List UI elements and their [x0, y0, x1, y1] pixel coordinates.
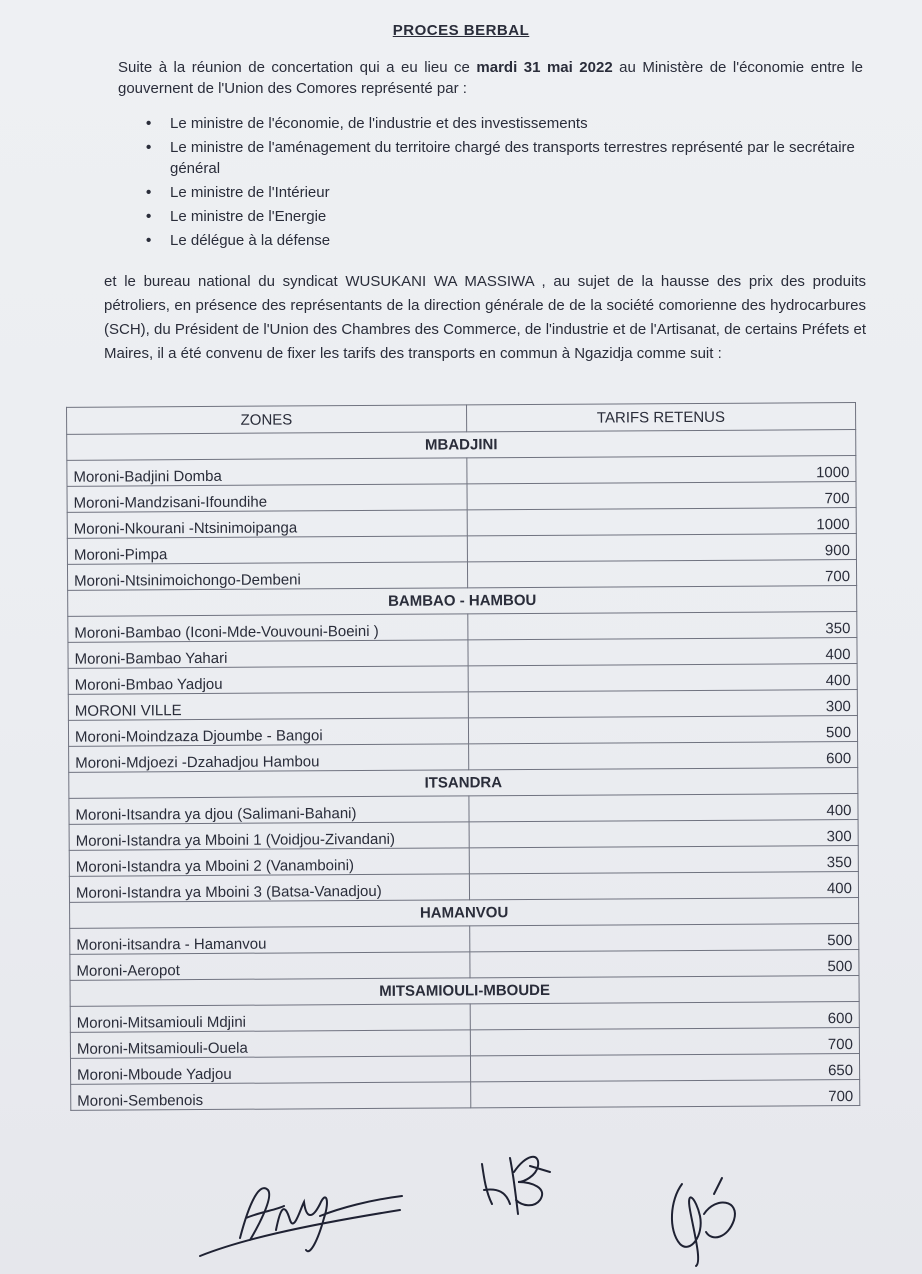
tarif-cell: 400 [468, 663, 857, 691]
intro-text-2: au Ministère de l'économie entre le gouvernent de l'Union des Comores représenté par : [118, 59, 863, 97]
tarif-cell: 500 [469, 923, 858, 951]
zone-cell: Moroni-Istandra ya Mboini 2 (Vanamboini) [69, 848, 469, 876]
table-row [71, 1079, 860, 1110]
signature-1 [180, 1160, 420, 1260]
zone-cell: Moroni-Istandra ya Mboini 3 (Batsa-Vanadjou) [69, 874, 469, 902]
intro-text-1: Suite à la réunion de concertation qui a eu lieu ce [118, 59, 477, 76]
tarif-cell: 300 [468, 689, 857, 717]
tarif-cell: 350 [467, 611, 856, 639]
zone-cell: Moroni-Mandzisani-Ifoundihe [67, 484, 467, 512]
tarif-cell: 700 [467, 560, 856, 588]
tarif-cell: 650 [470, 1053, 859, 1081]
representatives-list [146, 113, 866, 254]
tarif-cell: 350 [469, 845, 858, 873]
zone-cell: Moroni-Istandra ya Mboini 1 (Voidjou-Zivandani) [69, 822, 469, 850]
intro-paragraph [118, 57, 863, 99]
tarif-cell: 1000 [467, 456, 856, 484]
zone-cell: Moroni-Aeropot [70, 952, 470, 980]
list-item: • Le ministre de l'Intérieur [146, 182, 866, 203]
list-item: • Le ministre de l'aménagement du territoire chargé des transports terrestres représenté par le secrétaire général [146, 137, 866, 179]
zone-cell: Moroni-Bambao Yahari [68, 640, 468, 668]
tarif-cell: 700 [470, 1027, 859, 1055]
zone-cell: Moroni-Bmbao Yadjou [68, 666, 468, 694]
tarif-cell: 700 [470, 1079, 859, 1107]
list-item: • Le ministre de l'Energie [146, 206, 866, 227]
table-body [67, 430, 860, 1111]
tarif-cell: 500 [468, 715, 857, 743]
meeting-date: mardi 31 mai 2022 [476, 59, 613, 76]
tarif-cell: 400 [469, 793, 858, 821]
tarif-cell: 500 [470, 949, 859, 977]
section-name: BAMBAO - HAMBOU [68, 585, 857, 616]
zone-cell: Moroni-Mitsamiouli Mdjini [70, 1004, 470, 1032]
tarif-cell: 400 [469, 871, 858, 899]
header-tarifs: TARIFS RETENUS [466, 403, 855, 432]
zone-cell: Moroni-Bambao (Iconi-Mde-Vouvouni-Boeini ) [68, 614, 468, 642]
tarif-cell: 300 [469, 819, 858, 847]
header-zones: ZONES [67, 405, 467, 434]
signature-2 [470, 1148, 570, 1228]
signature-3 [660, 1170, 750, 1270]
zone-cell: Moroni-Ntsinimoichongo-Dembeni [67, 562, 467, 590]
tariffs-table [66, 402, 860, 1111]
section-name: HAMANVOU [70, 897, 859, 928]
tarif-cell: 600 [470, 1001, 859, 1029]
zone-cell: Moroni-Itsandra ya djou (Salimani-Bahani) [69, 796, 469, 824]
zone-cell: Moroni-Pimpa [67, 536, 467, 564]
zone-cell: Moroni-Sembenois [71, 1082, 471, 1110]
zone-cell: Moroni-Moindzaza Djoumbe - Bangoi [68, 718, 468, 746]
zone-cell: Moroni-Nkourani -Ntsinimoipanga [67, 510, 467, 538]
tarif-cell: 600 [468, 741, 857, 769]
section-name: MBADJINI [67, 430, 856, 461]
zone-cell: MORONI VILLE [68, 692, 468, 720]
document-title: PROCES BERBAL [392, 22, 530, 39]
zone-cell: Moroni-Mboude Yadjou [70, 1056, 470, 1084]
agreement-paragraph: et le bureau national du syndicat WUSUKANI WA MASSIWA , au sujet de la hausse des prix des produits pétroliers, en présence des représentants de la direction générale de de la société comorienne des hydrocarbures (SCH), du Président de l'Union des Chambres des Commerce, de l'industrie et de l'Artisanat, de certains Préfets et Maires, il a été convenu de fixer les tarifs des transports en commun à Ngazidja comme suit : [104, 273, 866, 362]
zone-cell: Moroni-itsandra - Hamanvou [70, 926, 470, 954]
list-item: • Le délégue à la défense [146, 230, 866, 251]
tarif-cell: 400 [468, 637, 857, 665]
section-name: MITSAMIOULI-MBOUDE [70, 975, 859, 1006]
tarif-cell: 1000 [467, 508, 856, 536]
list-item: • Le ministre de l'économie, de l'industrie et des investissements [146, 113, 866, 134]
zone-cell: Moroni-Badjini Domba [67, 458, 467, 486]
zone-cell: Moroni-Mdjoezi -Dzahadjou Hambou [69, 744, 469, 772]
tarif-cell: 900 [467, 534, 856, 562]
zone-cell: Moroni-Mitsamiouli-Ouela [70, 1030, 470, 1058]
section-name: ITSANDRA [69, 767, 858, 798]
tarif-cell: 700 [467, 482, 856, 510]
